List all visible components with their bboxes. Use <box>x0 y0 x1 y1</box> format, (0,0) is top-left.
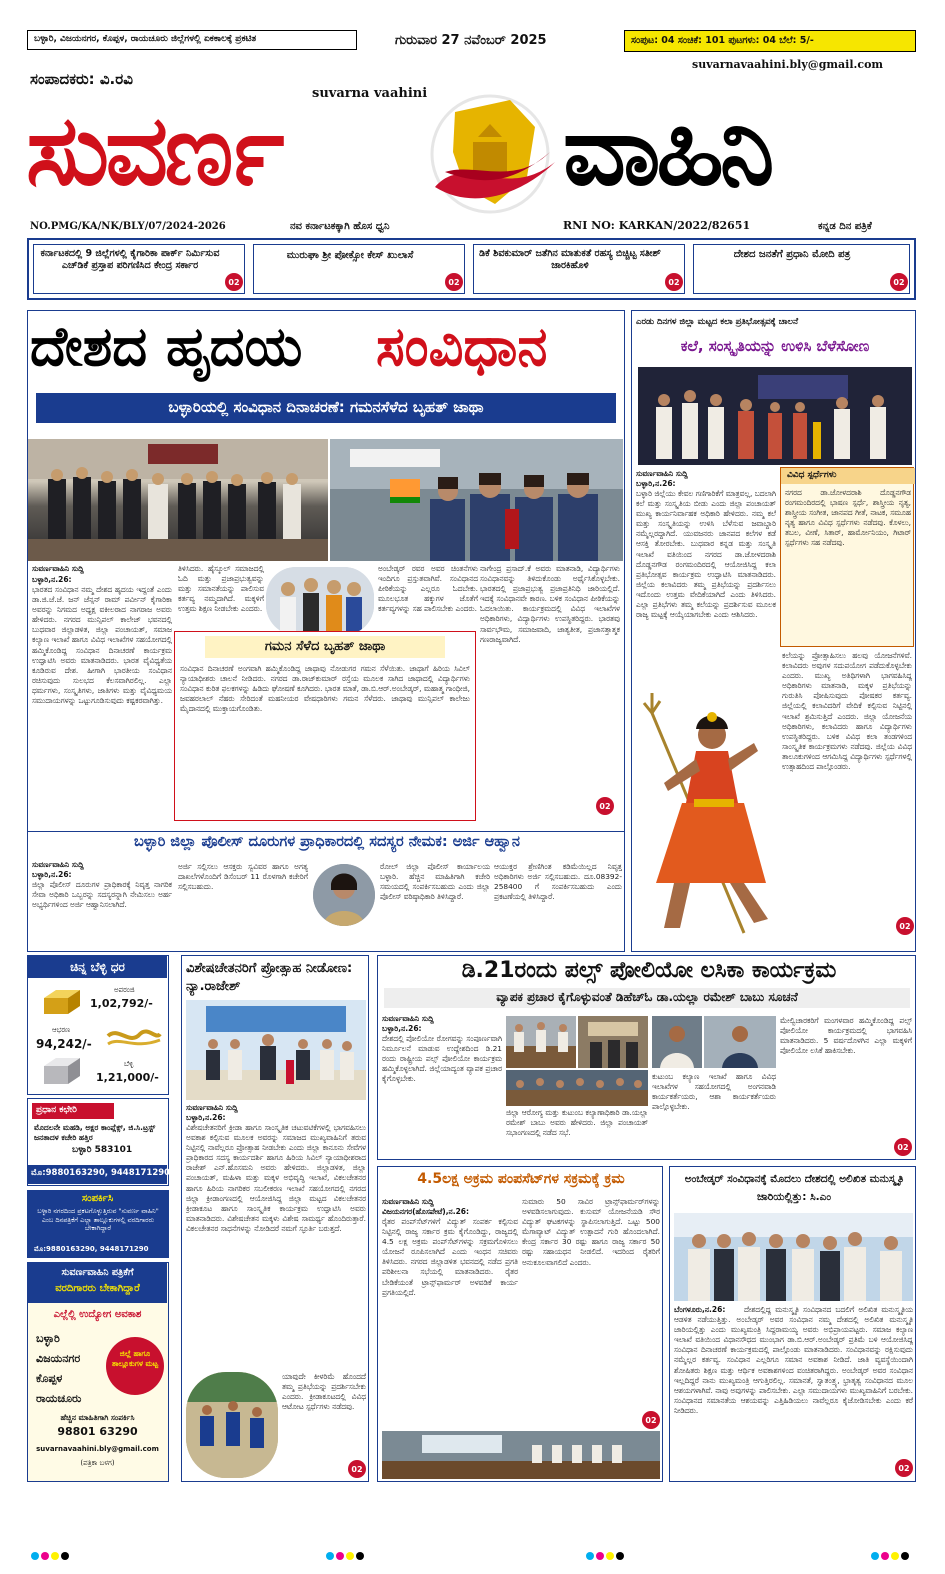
culture-byline: ಸುವರ್ಣವಾಹಿನಿ ಸುದ್ದಿ <box>636 469 688 478</box>
police-col-3: ರೋಲ್ ಜಿಲ್ಲಾ ಪೊಲೀಸ್ ಕಾರ್ಯಾಲಯ ಬಳ್ಳಾರಿ. ಹೆಚ್ಚಿನ ಮಾಹಿತಿಗಾಗಿ ಕಚೇರಿ ಸಮಯದಲ್ಲಿ ಸಂಪರ್ಕಿಸಬಹುದು ಎಂದು ಜಿಲ್ಲಾ ಪೊಲೀಸ್ ವರಿಷ್ಠಾಧಿಕಾರಿ ತಿಳಿಸಿದ್ದಾರೆ. <box>380 862 490 902</box>
rates-title: ಚಿನ್ನ ಬೆಳ್ಳಿ ಧರ <box>70 960 125 974</box>
competitions-body: ನಗರದ ಡಾ.ಜೋಳದರಾಶಿ ದೊಡ್ಡನಗೌಡ ರಂಗಮಂದಿರದಲ್ಲಿ ಭಾಷಣ ಸ್ಪರ್ಧೆ, ಶಾಸ್ತ್ರೀಯ ನೃತ್ಯ, ಶಾಸ್ತ್ರೀಯ ಸಂಗೀತ, ಜಾನಪದ ಗೀತೆ, ನಾಟಕ, ಸಮೂಹ ನೃತ್ಯ ಹಾಗೂ ವಿವಿಧ ಸ್ಪರ್ಧೆಗಳು ನಡೆದವು. ಕೊಳಲು, ತಬಲ, ವೀಣೆ, ಸಿತಾರ್, ಹಾರ್ಮೋನಿಯಂ, ಗಿಟಾರ್ ಸ್ಪರ್ಧೆಗಳು ಸಹ ನಡೆದವು. <box>785 488 911 548</box>
sports-photo-race <box>186 1372 278 1478</box>
polio-photo-5 <box>704 1016 776 1068</box>
district-item: ವಿಜಯನಗರ <box>36 1352 81 1365</box>
teaser-text: ಕರ್ನಾಟಕದಲ್ಲಿ 9 ಜಿಲ್ಲೆಗಳಲ್ಲಿ ಕೈಗಾರಿಕಾ ಪಾರ್ಕ್ ನಿರ್ಮಿಸುವ ಎಚ್‌ಡಿಕೆ ಪ್ರಸ್ತಾಪ ಪರಿಗಣಿಸಿದ ಕೇಂದ್ರ ಸರ್ಕಾರ <box>40 248 220 271</box>
procession-head-bar <box>205 636 445 658</box>
culture-kicker: ಎರಡು ದಿನಗಳ ಜಿಲ್ಲಾ ಮಟ್ಟದ ಕಲಾ ಪ್ರತಿಭೋತ್ಸವಕ್ಕೆ ಚಾಲನೆ <box>636 317 799 327</box>
wanted-line-3: ಎಲ್ಲೆಲ್ಲಿ ಉದ್ಯೋಗ ಅವಕಾಶ <box>53 1309 142 1320</box>
logo-title-right: ವಾಹಿನಿ <box>563 94 771 208</box>
lead-col-3: ಅಂಬೇಡ್ಕರ್ ರವರ ಅವರ ಚಿಂತನೆಗಳು ಇಂದಿಗೂ ಪ್ರಸ್ತುತವಾಗಿವೆ. ಸಂವಿಧಾನದ ಪೀಠಿಕೆಯನ್ನು ಎಲ್ಲರೂ ಓದಬೇಕು. ಮೂಲಭೂತ ಹಕ್ಕುಗಳ ಜೊತೆಗೆ ಕರ್ತವ್ಯಗಳನ್ನು ಸಹ ಪಾಲಿಸಬೇಕು ಎಂದರು. <box>378 564 478 614</box>
logo-title-left: ಸುವರ್ಣ <box>26 94 281 208</box>
contact-body: ಬಳ್ಳಾರಿ ನಗರದಿಂದ ಪ್ರಕಟಗೊಳ್ಳುತ್ತಿರುವ "ಸುವರ್ಣ ವಾಹಿನಿ" ಎಂಬ ದಿನಪತ್ರಿಕೆಗೆ ಎಲ್ಲಾ ತಾಲ್ಲೂಕುಗಳಲ್ಲಿ ವರದಿಗಾರರು ಬೇಕಾಗಿದ್ದಾರೆ <box>37 1207 159 1232</box>
teaser-text: ಡಿಕೆ ಶಿವಕುಮಾರ್ ಜತೆಗಿನ ಮಾತುಕತೆ ರಹಸ್ಯ ಬಿಚ್ಚಿಟ್ಟ ಸತೀಶ್ ಜಾರಕಿಹೊಳಿ <box>479 248 661 271</box>
gold24-price: 1,02,792/- <box>90 997 153 1010</box>
contact-email[interactable]: suvarnavaahini.bly@gmail.com <box>692 58 884 71</box>
polio-byline: ಸುವರ್ಣವಾಹಿನಿ ಸುದ್ದಿ <box>382 1014 434 1023</box>
gold-chain-icon <box>106 1024 162 1050</box>
teaser-item[interactable] <box>253 244 465 294</box>
pumpset-body-2: ಸುಮಾರು 50 ಸಾವಿರ ಟ್ರಾನ್ಸ್‌ಫಾರ್ಮರ್‌ಗಳನ್ನು ಅಳವಡಿಸಲಾಗುವುದು. ಕುಸುಮ್ ಯೋಜನೆಯಡಿ ಸೌರ ವಿದ್ಯುತ್ ಘಟಕಗಳನ್ನು ಸ್ಥಾಪಿಸಲಾಗುತ್ತಿದೆ. ಒಟ್ಟು 500 ಮೆಗಾವ್ಯಾಟ್ ವಿದ್ಯುತ್ ಉತ್ಪಾದನೆ ಗುರಿ ಹೊಂದಲಾಗಿದೆ. ಕೇಂದ್ರ ಸರ್ಕಾರ 30 ರಷ್ಟು ಹಾಗೂ ರಾಜ್ಯ ಸರ್ಕಾರ 50 ರಷ್ಟು ಸಹಾಯಧನ ನೀಡಲಿದೆ. ಇದರಿಂದ ರೈತರಿಗೆ ಅನುಕೂಲವಾಗಲಿದೆ ಎಂದರು. <box>522 1197 660 1267</box>
page-badge: 02 <box>890 273 908 291</box>
color-registration-marks <box>30 1548 915 1562</box>
ambedkar-photo <box>674 1213 913 1301</box>
office-title-tab <box>32 1103 114 1119</box>
tagline: ನವ ಕರ್ನಾಟಕಕ್ಕಾಗಿ ಹೊಸ ಧ್ವನಿ <box>290 221 390 232</box>
sports-byline: ಸುವರ್ಣವಾಹಿನಿ ಸುದ್ದಿ <box>186 1103 238 1112</box>
reporters-wanted-ad <box>27 1262 169 1482</box>
polio-story <box>377 955 916 1160</box>
polio-dateline: ಬಳ್ಳಾರಿ,ನ.26: <box>382 1024 422 1033</box>
district-item: ರಾಯಚೂರು <box>36 1392 82 1405</box>
competitions-title-bar <box>781 468 915 484</box>
ad-phone[interactable]: 98801 63290 <box>57 1425 138 1438</box>
continued-badge: 02 <box>895 1459 913 1477</box>
office-phone-bar <box>28 1165 171 1184</box>
culture-dateline: ಬಳ್ಳಾರಿ,ನ.26: <box>636 479 676 488</box>
ad-contact-label: ಹೆಚ್ಚಿನ ಮಾಹಿತಿಗಾಗಿ ಸಂಪರ್ಕಿಸಿ <box>60 1413 135 1422</box>
lead-story <box>27 310 625 832</box>
polio-subhead: ವ್ಯಾಪಕ ಪ್ರಚಾರ ಕೈಗೊಳ್ಳುವಂತೆ ಡಿಹೆಚ್‌ಓ ಡಾ.ಯಲ್ಲಾ ರಮೇಶ್ ಬಾಬು ಸೂಚನೆ <box>496 990 798 1004</box>
culture-photo-stage <box>638 367 912 465</box>
pumpset-photo-meeting <box>382 1431 660 1479</box>
continued-badge: 02 <box>596 797 614 815</box>
pumpset-body: ರೈತರ ಪಂಪ್‌ಸೆಟ್‌ಗಳಿಗೆ ವಿದ್ಯುತ್ ಸಂಪರ್ಕ ಕಲ್ಪಿಸುವ ನಿಟ್ಟಿನಲ್ಲಿ ರಾಜ್ಯ ಸರ್ಕಾರ ಕ್ರಮ ಕೈಗೊಂಡಿದ್ದು, ರಾಜ್ಯದಲ್ಲಿ 4.5 ಲಕ್ಷ ಅಕ್ರಮ ಪಂಪ್‌ಸೆಟ್‌ಗಳನ್ನು ಸಕ್ರಮಗೊಳಿಸಲು ಯೋಜನೆ ರೂಪಿಸಲಾಗಿದೆ ಎಂದು ಇಂಧನ ಸಚಿವರು ತಿಳಿಸಿದರು. ನಗರದ ಜಿಲ್ಲಾಡಳಿತ ಭವನದಲ್ಲಿ ನಡೆದ ಪ್ರಗತಿ ಪರಿಶೀಲನಾ ಸಭೆಯಲ್ಲಿ ಮಾತನಾಡಿದರು. ರೈತರ ಬೇಡಿಕೆಯಂತೆ ಟ್ರಾನ್ಸ್‌ಫಾರ್ಮರ್ ಅಳವಡಿಕೆ ಕಾರ್ಯ ಪ್ರಗತಿಯಲ್ಲಿದೆ. <box>382 1217 518 1297</box>
ambedkar-body: ದೇಶದಲ್ಲಿದ್ದ ಮನುಸ್ಮೃತಿ ಸಂವಿಧಾನದ ಬದಲಿಗೆ ಅಲಿಖಿತ ಮನುಸ್ಮೃತಿಯ ಆಡಳಿತ ನಡೆಯುತ್ತಿತ್ತು. ಅಂಬೇಡ್ಕರ್ ಅವರ ಸಂವಿಧಾನ ನಮ್ಮ ದೇಶದಲ್ಲಿ ಅಲಿಖಿತ ಮನುಸ್ಮೃತಿ ಜಾರಿಯಲ್ಲಿತ್ತು ಎಂದು ಮುಖ್ಯಮಂತ್ರಿ ಸಿದ್ದರಾಮಯ್ಯ ಅವರು ಅಭಿಪ್ರಾಯಪಟ್ಟರು. ಸಮಾಜ ಕಲ್ಯಾಣ ಇಲಾಖೆ ವತಿಯಿಂದ ವಿಧಾನಸೌಧದ ಮುಂಭಾಗ ಡಾ.ಬಿ.ಆರ್.ಅಂಬೇಡ್ಕರ್ ಪ್ರತಿಮೆ ಬಳಿ ಆಯೋಜಿಸಿದ್ದ ಸಂವಿಧಾನ ದಿನಾಚರಣೆ ಕಾರ್ಯಕ್ರಮದಲ್ಲಿ ಪಾಲ್ಗೊಂಡು ಮಾತನಾಡಿದರು. ಸಂವಿಧಾನವನ್ನು ರಕ್ಷಿಸುವುದು ನಮ್ಮೆಲ್ಲರ ಕರ್ತವ್ಯ. ಸಂವಿಧಾನ ಎಲ್ಲರಿಗೂ ಸಮಾನ ಅವಕಾಶ ನೀಡಿದೆ. ಜಾತಿ ವ್ಯವಸ್ಥೆಯಿಂದಾಗಿ ಶೋಷಿತರು ಶಿಕ್ಷಣ ಮತ್ತು ಆರ್ಥಿಕ ಅವಕಾಶಗಳಿಂದ ವಂಚಿತರಾಗಿದ್ದರು. ಅಂಬೇಡ್ಕರ್ ಅವರ ಸಂವಿಧಾನ ಇಲ್ಲದಿದ್ದರೆ ನಾನು ಮುಖ್ಯಮಂತ್ರಿ ಆಗುತ್ತಿರಲಿಲ್ಲ. ಸಮಾನತೆ, ಸ್ವಾತಂತ್ರ್ಯ, ಭ್ರಾತೃತ್ವ ಸಂವಿಧಾನದ ಮೂಲ ಆಶಯಗಳಾಗಿವೆ. ನಾವು ಅವುಗಳನ್ನು ಪಾಲಿಸಬೇಕು. ಎಲ್ಲಾ ಸಮುದಾಯಗಳು ಮುಖ್ಯವಾಹಿನಿಗೆ ಬರಬೇಕು. ಸಂವಿಧಾನದ ಸಮಾನತೆಯ ಆಶಯವನ್ನು ಎತ್ತಿಹಿಡಿಯಲು ನಾವೆಲ್ಲರೂ ಕೈಜೋಡಿಸಬೇಕು ಎಂದು ಕರೆ ನೀಡಿದರು. <box>674 1305 913 1415</box>
district-item: ಕೊಪ್ಪಳ <box>36 1372 63 1385</box>
gold22-label: ಆಭರಣ <box>52 1026 71 1034</box>
ad-email[interactable]: suvarnavaahini.bly@gmail.com <box>36 1445 159 1453</box>
continued-badge: 02 <box>896 917 914 935</box>
lead-col-4: ನಾಗೇಂದ್ರ ಪ್ರಸಾದ್.ಕೆ ಅವರು ಮಾತನಾಡಿ, ವಿದ್ಯಾರ್ಥಿಗಳು ಸಂವಿಧಾನವನ್ನು ತಿಳಿದುಕೊಂಡು ಅರ್ಥೈಸಿಕೊಳ್ಳಬೇಕು. ಭಾರತದಲ್ಲಿ ಪ್ರಜಾಪ್ರಭುತ್ವ ಪ್ರಜಾಪ್ರತಿನಿಧಿ ಜಾರಿಯಲ್ಲಿದೆ. ಇದಕ್ಕೆ ಸಂವಿಧಾನವೇ ಕಾರಣ. ಬಳಿಕ ಸಂವಿಧಾನ ಪೀಠಿಕೆಯನ್ನು ಓದಲಾಯಿತು. ಕಾರ್ಯಕ್ರಮದಲ್ಲಿ ವಿವಿಧ ಇಲಾಖೆಗಳ ಅಧಿಕಾರಿಗಳು, ವಿದ್ಯಾರ್ಥಿಗಳು ಉಪಸ್ಥಿತರಿದ್ದರು. ಭಾರತವು ಸಾರ್ವಭೌಮ, ಸಮಾಜವಾದಿ, ಜಾತ್ಯತೀತ, ಪ್ರಜಾಸತ್ತಾತ್ಮಕ ಗಣರಾಜ್ಯವಾಗಿದೆ. <box>480 564 620 644</box>
lead-headline-part2: ಸಂವಿಧಾನ <box>376 315 548 378</box>
lead-col-2: ತಿಳಿಸಿದರು. ಹೈಸ್ಕೂಲ್ ಸಮಾಜದಲ್ಲಿ ಓದಿ ಮತ್ತು ಪ್ರಜಾಪ್ರಭುತ್ವವನ್ನು ಮತ್ತು ಸಮಾನತೆಯನ್ನು ಪಾಲಿಸುವ ಕರ್ತವ್ಯ ನಮ್ಮದಾಗಿದೆ. ಮಕ್ಕಳಿಗೆ ಉತ್ತಮ ಶಿಕ್ಷಣ ನೀಡಬೇಕು ಎಂದರು. <box>178 564 264 614</box>
lead-subhead-bar <box>36 393 616 423</box>
issue-info <box>624 30 916 52</box>
wanted-line-1: ಸುವರ್ಣವಾಹಿನಿ ಪತ್ರಿಕೆಗೆ <box>61 1267 134 1278</box>
wanted-line-2: ವರದಿಗಾರರು ಬೇಕಾಗಿದ್ದಾರೆ <box>55 1283 140 1294</box>
police-col-1: ಜಿಲ್ಲಾ ಪೊಲೀಸ್ ದೂರುಗಳ ಪ್ರಾಧಿಕಾರಕ್ಕೆ ನಿವೃತ್ತ ನಾಗರಿಕ ಸೇವಾ ಅಧಿಕಾರಿ ಒಬ್ಬರನ್ನು ಸದಸ್ಯರನ್ನಾಗಿ ನೇಮಿಸಲು ಅರ್ಹ ಅಭ್ಯರ್ಥಿಗಳಿಂದ ಅರ್ಜಿ ಆಹ್ವಾನಿಸಲಾಗಿದೆ. <box>32 880 172 910</box>
english-name: suvarna vaahini <box>312 86 428 101</box>
issue-info-text: ಸಂಪುಟ: 04 ಸಂಚಿಕೆ: 101 ಪುಟಗಳು: 04 ಬೆಲೆ: 5/- <box>631 35 814 46</box>
teaser-strip <box>27 238 916 300</box>
lead-col-1: ಭಾರತದ ಸಂವಿಧಾನ ನಮ್ಮ ದೇಶದ ಹೃದಯ ಇದ್ದಂತೆ ಎಂದು ಡಾ.ಜಿ.ಜೆ.ಜೆ. ಜನ್ ಜೆನ್ಸನ್ ರಾಮ್ ಪರ್ವೀನ್ ಕೈಗಾರಿಕಾ ಅವರನ್ನು ನಿಗಮದ ಅಧ್ಯಕ್ಷ ವಕೀಲರಾದ ನಾಗರಾಜ ಅವರು ಹೇಳಿದರು. ನಗರದ ಮುನ್ಸಿಪಲ್ ಕಾಲೇಜ್ ಭವನದಲ್ಲಿ ಬುಧವಾರ ಜಿಲ್ಲಾಡಳಿತ, ಜಿಲ್ಲಾ ಪಂಚಾಯತ್, ಸಮಾಜ ಕಲ್ಯಾಣ ಇಲಾಖೆ ಹಾಗೂ ವಿವಿಧ ಇಲಾಖೆಗಳ ಸಹಯೋಗದಲ್ಲಿ ಹಮ್ಮಿಕೊಂಡಿದ್ದ ಸಂವಿಧಾನ ದಿನಾಚರಣೆ ಕಾರ್ಯಕ್ರಮ ಉದ್ಘಾಟಿಸಿ ಅವರು ಮಾತನಾಡಿದರು. ಭಾರತ ವೈವಿಧ್ಯತೆಯ ಕೂಡಿರುವ ದೇಶ. ಹೀಗಾಗಿ ಭಾರತೀಯ ಸಂವಿಧಾನ ರಚಿಸುವುದು ಸುಲಭದ ಕೆಲಸವಾಗಿರಲಿಲ್ಲ. ಎಲ್ಲಾ ಧರ್ಮಗಳು, ಸಂಸ್ಕೃತಿಗಳು, ಜಾತಿಗಳು ಮತ್ತು ವೈವಿಧ್ಯಮಯ ಸಮುದಾಯಗಳನ್ನು ಒಟ್ಟುಗೂಡಿಸುವುದು ಕಷ್ಟಕರವಾಗಿತ್ತು. <box>32 585 172 706</box>
pumpset-byline: ಸುವರ್ಣವಾಹಿನಿ ಸುದ್ದಿ <box>382 1197 434 1206</box>
procession-headline: ಗಮನ ಸೆಳೆದ ಬೃಹತ್ ಜಾಥಾ <box>264 639 386 654</box>
silver-label: ಬೆಳ್ಳಿ <box>124 1060 134 1068</box>
lead-photo-procession <box>330 439 623 561</box>
editor-name: ಸಂಪಾದಕರು: ವಿ.ರವಿ <box>30 70 133 88</box>
lead-photo-costumes <box>266 567 374 635</box>
contact-us-box <box>27 1190 169 1258</box>
lead-dateline: ಬಳ್ಳಾರಿ,ನ.26: <box>32 575 72 584</box>
lead-subhead: ಬಳ್ಳಾರಿಯಲ್ಲಿ ಸಂವಿಧಾನ ದಿನಾಚರಣೆ: ಗಮನಸೆಳೆದ ಬೃಹತ್ ಜಾಥಾ <box>168 398 484 416</box>
logo-emblem <box>415 92 565 217</box>
ad-signature: (ಪತ್ರಿಕಾ ಬಳಗ) <box>80 1459 115 1467</box>
continued-badge: 02 <box>894 1138 912 1156</box>
postal-reg-no: NO.PMG/KA/NK/BLY/07/2024-2026 <box>30 221 226 232</box>
contact-title: ಸಂಪರ್ಕಿಸಿ <box>81 1193 114 1204</box>
issue-date: ಗುರುವಾರ 27 ನವೆಂಬರ್ 2025 <box>395 33 547 48</box>
pumpset-story <box>377 1166 663 1482</box>
distribution-strip-text: ಬಳ್ಳಾರಿ, ವಿಜಯನಗರ, ಕೊಪ್ಪಳ, ರಾಯಚೂರು ಜಿಲ್ಲೆಗಳಲ್ಲಿ ಏಕಕಾಲಕ್ಕೆ ಪ್ರಕಟಿತ <box>34 34 257 44</box>
gold24-label: ಅಪರಂಜಿ <box>114 986 135 994</box>
sports-body-2: ಯಾವುದೇ ಕೀಳರಿಮೆ ಹೊಂದದೆ ತಮ್ಮ ಪ್ರತಿಭೆಯನ್ನು ಪ್ರದರ್ಶಿಸಬೇಕು ಎಂದರು. ಕ್ರೀಡಾಕೂಟದಲ್ಲಿ ವಿವಿಧ ಆಟೋಟ ಸ್ಪರ್ಧೆಗಳು ನಡೆದವು. <box>282 1372 366 1412</box>
police-col-2: ಅರ್ಜಿ ಸಲ್ಲಿಸಲು ಆಸಕ್ತರು ಸ್ವವಿವರ ಹಾಗೂ ಅಗತ್ಯ ದಾಖಲೆಗಳೊಂದಿಗೆ ಡಿಸೆಂಬರ್ 11 ರೊಳಗಾಗಿ ಕಚೇರಿಗೆ ಸಲ್ಲಿಸಬಹುದು. <box>178 862 308 892</box>
district-item: ಬಳ್ಳಾರಿ <box>36 1332 60 1345</box>
procession-box <box>174 631 476 821</box>
polio-subhead-bar <box>384 988 910 1008</box>
contact-phone[interactable]: ಮೊ:9880163290, 9448171290 <box>34 1245 149 1253</box>
office-title: ಪ್ರಧಾನ ಕಛೇರಿ <box>36 1105 77 1115</box>
silver-price: 1,21,000/- <box>96 1071 159 1084</box>
continued-badge: 02 <box>642 1411 660 1429</box>
culture-body: ಬಳ್ಳಾರಿ ಜಿಲ್ಲೆಯು ಕೇವಲ ಗಣಿಗಾರಿಕೆಗೆ ಮಾತ್ರವಲ್ಲ, ಬದಲಾಗಿ ಕಲೆ ಮತ್ತು ಸಂಸ್ಕೃತಿಯ ಬೀಡು ಎಂದು ಜಿಲ್ಲಾ ಪಂಚಾಯತ್ ಮುಖ್ಯ ಕಾರ್ಯನಿರ್ವಾಹಕ ಅಧಿಕಾರಿ ಹೇಳಿದರು. ನಮ್ಮ ಕಲೆ ಮತ್ತು ಸಂಸ್ಕೃತಿಯನ್ನು ಉಳಿಸಿ ಬೆಳೆಸುವ ಜವಾಬ್ದಾರಿ ನಮ್ಮೆಲ್ಲರದ್ದಾಗಿದೆ. ಯುವಜನರು ಜಾನಪದ ಕಲೆಗಳ ಕಡೆ ಆಸಕ್ತಿ ತೋರಬೇಕು. ಬುಧವಾರ ಕನ್ನಡ ಮತ್ತು ಸಂಸ್ಕೃತಿ ಇಲಾಖೆ ವತಿಯಿಂದ ನಗರದ ಡಾ.ಜೋಳದರಾಶಿ ದೊಡ್ಡನಗೌಡ ರಂಗಮಂದಿರದಲ್ಲಿ ಆಯೋಜಿಸಿದ್ದ ಕಲಾ ಪ್ರತಿಭೋತ್ಸವ ಕಾರ್ಯಕ್ರಮ ಉದ್ಘಾಟಿಸಿ ಮಾತನಾಡಿದರು. ಜಿಲ್ಲೆಯ ಕಲಾವಿದರು ತಮ್ಮ ಪ್ರತಿಭೆಯನ್ನು ಪ್ರದರ್ಶಿಸಲು ಇದೊಂದು ಉತ್ತಮ ವೇದಿಕೆಯಾಗಿದೆ ಎಂದು ತಿಳಿಸಿದರು. ಎಲ್ಲಾ ಪ್ರತಿಭೆಗಳು ತಮ್ಮ ಕಲೆಯನ್ನು ಪ್ರದರ್ಶಿಸುವ ಮೂಲಕ ರಾಜ್ಯ ಮಟ್ಟಕ್ಕೆ ಆಯ್ಕೆಯಾಗಬೇಕು ಎಂದು ಆಶಿಸಿದರು. <box>636 489 776 620</box>
ambedkar-headline: ಅಂಬೇಡ್ಕರ್ ಸಂವಿಧಾನಕ್ಕೆ ಮೊದಲು ದೇಶದಲ್ಲಿ ಅಲಿಖಿತ ಮನುಸ್ಮೃತಿ ಜಾರಿಯಲ್ಲಿತ್ತು: ಸಿ.ಎಂ <box>684 1173 904 1203</box>
head-office-box <box>27 1098 169 1186</box>
police-dateline: ಬಳ್ಳಾರಿ,ನ.26: <box>32 870 72 879</box>
district-list <box>36 1329 106 1409</box>
page-badge: 02 <box>225 273 243 291</box>
polio-col-1: ದೇಶದಲ್ಲಿ ಪೋಲಿಯೋ ರೋಗವನ್ನು ಸಂಪೂರ್ಣವಾಗಿ ನಿರ್ಮೂಲನೆ ಮಾಡುವ ಉದ್ದೇಶದಿಂದ ಡಿ.21 ರಂದು ರಾಷ್ಟ್ರೀಯ ಪಲ್ಸ್ ಪೋಲಿಯೋ ಕಾರ್ಯಕ್ರಮ ಹಮ್ಮಿಕೊಳ್ಳಲಾಗಿದೆ. ಜಿಲ್ಲೆಯಾದ್ಯಂತ ವ್ಯಾಪಕ ಪ್ರಚಾರ ಕೈಗೊಳ್ಳಬೇಕು. <box>382 1034 502 1084</box>
police-byline: ಸುವರ್ಣವಾಹಿನಿ ಸುದ್ದಿ <box>32 860 84 869</box>
sports-photo-stage <box>186 1000 366 1100</box>
ambedkar-dateline: ಬೆಂಗಳೂರು,ನ.26: <box>674 1305 726 1314</box>
police-story <box>27 832 625 952</box>
daily-label: ಕನ್ನಡ ದಿನ ಪತ್ರಿಕೆ <box>818 221 872 232</box>
polio-photo-3 <box>506 1070 648 1106</box>
sports-headline: ವಿಶೇಷಚೇತನರಿಗೆ ಪ್ರೋತ್ಸಾಹ ನೀಡೋಣ: ನ್ಯಾ.ರಾಜೇಶ್ <box>186 961 353 994</box>
procession-body: ಸಂವಿಧಾನ ದಿನಾಚರಣೆ ಅಂಗವಾಗಿ ಹಮ್ಮಿಕೊಂಡಿದ್ದ ಜಾಥಾವು ನೋಡುಗರ ಗಮನ ಸೆಳೆಯಿತು. ಜಾಥಾಗೆ ಹಿರಿಯ ಸಿವಿಲ್ ನ್ಯಾಯಾಧೀಶರು ಚಾಲನೆ ನೀಡಿದರು. ನಗರದ ಡಾ.ರಾಜ್‌ಕುಮಾರ್ ರಸ್ತೆಯ ಮೂಲಕ ಸಾಗಿದ ಜಾಥಾದಲ್ಲಿ ವಿದ್ಯಾರ್ಥಿಗಳು ಸಂವಿಧಾನ ಕುರಿತ ಫಲಕಗಳನ್ನು ಹಿಡಿದು ಘೋಷಣೆ ಕೂಗಿದರು. ಭಾರತ ಮಾತೆ, ಡಾ.ಬಿ.ಆರ್.ಅಂಬೇಡ್ಕರ್, ಮಹಾತ್ಮ ಗಾಂಧೀಜಿ, ಜವಹರಲಾಲ್ ನೆಹರು ಸೇರಿದಂತೆ ಮಹನೀಯರ ವೇಷಧಾರಿಗಳು ಗಮನ ಸೆಳೆದರು. ಜಾಥಾವು ಮುನ್ಸಿಪಲ್ ಕಾಲೇಜು ಮೈದಾನದಲ್ಲಿ ಮುಕ್ತಾಯಗೊಂಡಿತು. <box>180 664 470 714</box>
culture-body-2: ಕಲೆಯನ್ನು ಪ್ರೋತ್ಸಾಹಿಸಲು ಹಲವು ಯೋಜನೆಗಳಿವೆ. ಕಲಾವಿದರು ಅವುಗಳ ಸದುಪಯೋಗ ಪಡೆದುಕೊಳ್ಳಬೇಕು ಎಂದರು. ಮುಖ್ಯ ಅತಿಥಿಗಳಾಗಿ ಭಾಗವಹಿಸಿದ್ದ ಅಧಿಕಾರಿಗಳು ಮಾತನಾಡಿ, ಮಕ್ಕಳ ಪ್ರತಿಭೆಯನ್ನು ಗುರುತಿಸಿ ಪೋಷಿಸುವುದು ಪೋಷಕರ ಕರ್ತವ್ಯ. ಜಿಲ್ಲೆಯಲ್ಲಿ ಕಲಾವಿದರಿಗೆ ವೇದಿಕೆ ಕಲ್ಪಿಸುವ ನಿಟ್ಟಿನಲ್ಲಿ ಇಲಾಖೆ ಶ್ರಮಿಸುತ್ತಿದೆ ಎಂದರು. ಜಿಲ್ಲಾ ಯೋಜನೆಯ ಅಧಿಕಾರಿಗಳು, ಕಲಾವಿದರು ಹಾಗೂ ವಿದ್ಯಾರ್ಥಿಗಳು ಉಪಸ್ಥಿತರಿದ್ದರು. ಬಳಿಕ ವಿವಿಧ ಕಲಾ ತಂಡಗಳಿಂದ ಸಾಂಸ್ಕೃತಿಕ ಕಾರ್ಯಕ್ರಮಗಳು ನಡೆದವು. ಜಿಲ್ಲೆಯ ವಿವಿಧ ತಾಲೂಕುಗಳಿಂದ ಆಗಮಿಸಿದ್ದ ವಿದ್ಯಾರ್ಥಿಗಳು ಸ್ಪರ್ಧೆಗಳಲ್ಲಿ ಉತ್ಸಾಹದಿಂದ ಪಾಲ್ಗೊಂಡರು. <box>782 651 912 772</box>
teaser-item[interactable] <box>693 244 910 294</box>
lead-byline: ಸುವರ್ಣವಾಹಿನಿ ಸುದ್ದಿ <box>32 564 84 573</box>
rates-title-bar <box>28 956 167 978</box>
sports-story <box>181 955 369 1482</box>
lead-headline-part1: ದೇಶದ ಹೃದಯ <box>30 315 303 378</box>
teaser-item[interactable] <box>473 244 685 294</box>
competitions-box <box>780 467 914 647</box>
gold-bar-icon <box>38 984 86 1024</box>
distribution-strip <box>27 30 357 50</box>
polio-col-4: ಮೇಲ್ವಿಚಾರಕರಿಗೆ ಮಂಗಳವಾರ ಹಮ್ಮಿಕೊಂಡಿದ್ದ ಪಲ್ಸ್ ಪೋಲಿಯೋ ಕಾರ್ಯಕ್ರಮದಲ್ಲಿ ಭಾಗವಹಿಸಿ ಮಾತನಾಡಿದರು. 5 ವರ್ಷದೊಳಗಿನ ಎಲ್ಲಾ ಮಕ್ಕಳಿಗೆ ಪೋಲಿಯೋ ಲಸಿಕೆ ಹಾಕಿಸಬೇಕು. <box>780 1016 912 1056</box>
ambedkar-story <box>669 1166 916 1482</box>
page-badge: 02 <box>665 273 683 291</box>
polio-photo-4 <box>652 1016 702 1068</box>
rni-number: RNI NO: KARKAN/2022/82651 <box>563 219 751 232</box>
pumpset-dateline: ವಿಜಯನಗರ(ಹೊಸಪೇಟೆ),ನ.26: <box>382 1207 470 1216</box>
office-phone[interactable]: ಮೊ:9880163290, 9448171290 <box>31 1168 171 1178</box>
sports-body: ವಿಶೇಷಚೇತನರಿಗೆ ಕ್ರೀಡಾ ಹಾಗೂ ಸಾಂಸ್ಕೃತಿಕ ಚಟುವಟಿಕೆಗಳಲ್ಲಿ ಭಾಗವಹಿಸಲು ಅವಕಾಶ ಕಲ್ಪಿಸುವ ಮೂಲಕ ಅವರನ್ನು ಸಮಾಜದ ಮುಖ್ಯವಾಹಿನಿಗೆ ತರುವ ನಿಟ್ಟಿನಲ್ಲಿ ನಾವೆಲ್ಲರೂ ಪ್ರೋತ್ಸಾಹ ನೀಡಬೇಕು ಎಂದು ಜಿಲ್ಲಾ ಕಾನೂನು ಸೇವೆಗಳ ಪ್ರಾಧಿಕಾರದ ಸದಸ್ಯ ಕಾರ್ಯದರ್ಶಿ ಹಾಗೂ ಹಿರಿಯ ಸಿವಿಲ್ ನ್ಯಾಯಾಧೀಶರಾದ ರಾಜೇಶ್ ಎನ್.ಹೊಸಮನಿ ಅವರು ಹೇಳಿದರು. ಜಿಲ್ಲಾಡಳಿತ, ಜಿಲ್ಲಾ ಪಂಚಾಯತ್, ಮಹಿಳಾ ಮತ್ತು ಮಕ್ಕಳ ಅಭಿವೃದ್ಧಿ ಇಲಾಖೆ, ವಿಕಲಚೇತನರ ಹಾಗೂ ಹಿರಿಯ ನಾಗರಿಕರ ಸಬಲೀಕರಣ ಇಲಾಖೆ ಸಹಯೋಗದಲ್ಲಿ ನಗರದ ಜಿಲ್ಲಾ ಕ್ರೀಡಾಂಗಣದಲ್ಲಿ ಆಯೋಜಿಸಿದ್ದ ಜಿಲ್ಲಾ ಮಟ್ಟದ ವಿಕಲಚೇತನರ ಕ್ರೀಡಾಕೂಟ ಹಾಗೂ ಸಾಂಸ್ಕೃತಿಕ ಕಾರ್ಯಕ್ರಮ ಉದ್ಘಾಟಿಸಿ ಅವರು ಮಾತನಾಡಿದರು. ವಿಶೇಷಚೇತನ ಮಕ್ಕಳು ವಿಶೇಷ ಸಾಮರ್ಥ್ಯ ಹೊಂದಿರುತ್ತಾರೆ. ವಿಕಲಚೇತನರ ಸಾಧನೆಗಳನ್ನು ನೋಡಿದರೆ ನಮಗೆ ಸ್ಫೂರ್ತಿ ಬರುತ್ತದೆ. <box>186 1123 366 1233</box>
gold22-price: 94,242/- <box>36 1037 92 1051</box>
lead-photo-ceremony <box>28 439 328 561</box>
polio-photo-2 <box>578 1016 648 1068</box>
culture-story <box>631 310 916 952</box>
police-headline: ಬಳ್ಳಾರಿ ಜಿಲ್ಲಾ ಪೊಲೀಸ್ ದೂರುಗಳ ಪ್ರಾಧಿಕಾರದಲ್ಲಿ ಸದಸ್ಯರ ನೇಮಕ: ಅರ್ಜಿ ಆಹ್ವಾನ <box>133 834 520 850</box>
teaser-item[interactable] <box>33 244 245 294</box>
culture-dancer-photo <box>634 683 780 945</box>
districts-note-circle <box>106 1337 164 1395</box>
wanted-banner <box>28 1263 167 1303</box>
competitions-title: ವಿವಿಧ ಸ್ಪರ್ಧೆಗಳು <box>787 470 837 480</box>
polio-col-3: ಕುಟುಂಬ ಕಲ್ಯಾಣ ಇಲಾಖೆ ಹಾಗೂ ವಿವಿಧ ಇಲಾಖೆಗಳ ಸಹಯೋಗದಲ್ಲಿ ಅಂಗನವಾಡಿ ಕಾರ್ಯಕರ್ತೆಯರು, ಆಶಾ ಕಾರ್ಯಕರ್ತೆಯರು ಪಾಲ್ಗೊಳ್ಳಬೇಕು. <box>652 1072 776 1112</box>
gold-silver-rates <box>27 955 169 1095</box>
culture-headline: ಕಲೆ, ಸಂಸ್ಕೃತಿಯನ್ನು ಉಳಿಸಿ ಬೆಳೆಸೋಣ <box>680 337 870 355</box>
districts-note: ಜಿಲ್ಲೆ ಹಾಗೂ ತಾಲ್ಲೂಕುಗಳ ಮಟ್ಟ <box>111 1349 159 1368</box>
sports-dateline: ಬಳ್ಳಾರಿ,ನ.26: <box>186 1113 226 1122</box>
teaser-text: ದೇಶದ ಜನತೆಗೆ ಪ್ರಧಾನಿ ಮೋದಿ ಪತ್ರ <box>733 249 851 260</box>
page-badge: 02 <box>445 273 463 291</box>
pumpset-headline: 4.5ಲಕ್ಷ ಅಕ್ರಮ ಪಂಪಸೆಟ್‌ಗಳ ಸಕ್ರಮಕ್ಕೆ ಕ್ರಮ <box>417 1171 625 1187</box>
office-address: ಮೊದಲನೇ ಮಹಡಿ, ಅಕ್ಷರ ಕಾಂಪ್ಲೆಕ್ಸ್, ಜಿ.ಸಿ.ಟ್ರಸ್ಟ್ ಜನತಾದಳ ಕಚೇರಿ ಹತ್ತಿರ <box>34 1123 156 1142</box>
teaser-text: ಮುರುಘಾ ಶ್ರೀ ಪೋಕ್ಸೋ ಕೇಸ್ ಖುಲಾಸೆ <box>286 250 414 261</box>
police-col-4: ಆಯುಕ್ತರ ಶ್ರೇಣಿಗಿಂತ ಕಡಿಮೆಯಿಲ್ಲದ ನಿವೃತ್ತ ಅಧಿಕಾರಿಗಳು ಅರ್ಜಿ ಸಲ್ಲಿಸಬಹುದು. ದೂ.08392-258400 ಗೆ ಸಂಪರ್ಕಿಸಬಹುದು ಎಂದು ಪ್ರಕಟಣೆಯಲ್ಲಿ ತಿಳಿಸಿದ್ದಾರೆ. <box>494 862 622 902</box>
polio-col-2: ಜಿಲ್ಲಾ ಆರೋಗ್ಯ ಮತ್ತು ಕುಟುಂಬ ಕಲ್ಯಾಣಾಧಿಕಾರಿ ಡಾ.ಯಲ್ಲಾ ರಮೇಶ್ ಬಾಬು ಅವರು ಹೇಳಿದರು. ಜಿಲ್ಲಾ ಪಂಚಾಯತ್ ಸಭಾಂಗಣದಲ್ಲಿ ನಡೆದ ಸಭೆ. <box>506 1108 648 1138</box>
office-city: ಬಳ್ಳಾರಿ 583101 <box>72 1145 133 1155</box>
police-officer-photo <box>313 864 375 926</box>
silver-bar-icon <box>38 1052 86 1090</box>
continued-badge: 02 <box>348 1460 366 1478</box>
polio-photo-1 <box>506 1016 576 1068</box>
polio-headline: ಡಿ.21ರಂದು ಪಲ್ಸ್ ಪೋಲಿಯೋ ಲಸಿಕಾ ಕಾರ್ಯಕ್ರಮ <box>461 958 837 983</box>
